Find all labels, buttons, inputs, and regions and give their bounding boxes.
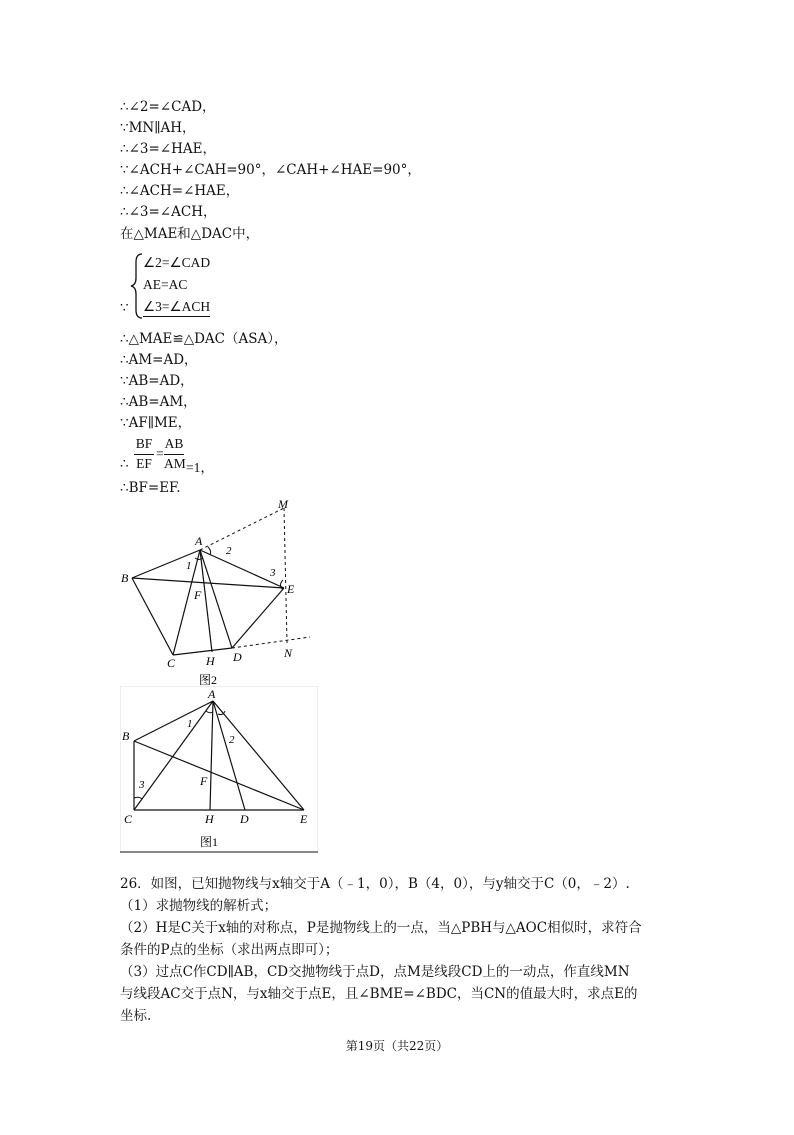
figure-1-caption: 图1: [200, 835, 219, 849]
angle-mark-3: [134, 797, 142, 799]
equation-system: [120, 250, 240, 320]
fraction-numerator-2: AB: [164, 436, 184, 451]
label-b: B: [121, 571, 129, 585]
segment-bc: [132, 578, 173, 655]
fraction-bar-1: [134, 454, 154, 455]
fraction-bf-ef: [134, 436, 154, 476]
segment-ab: [134, 701, 213, 741]
segment-ah: [200, 550, 212, 652]
dashed-dn: [232, 637, 310, 648]
proof-line-11: ∴AB=AM，: [120, 394, 197, 410]
angle-mark-1: [206, 711, 213, 713]
label-n: N: [284, 646, 293, 660]
problem-26-q3-line2: 与线段AC交于点N，与x轴交于点E，且∠BME=∠BDC，当CN的值最大时，求点E的: [120, 986, 638, 1002]
proof-line-3: ∴∠3=∠HAE，: [120, 141, 216, 157]
problem-26-q1: （1）求抛物线的解析式；: [120, 898, 278, 914]
proof-line-12: ∵AF∥ME，: [120, 415, 192, 431]
segment-de: [232, 588, 284, 648]
label-f: F: [194, 588, 202, 602]
label-h: H: [206, 654, 215, 668]
proof-line-1: ∴∠2=∠CAD，: [120, 99, 216, 115]
dashed-am: [200, 508, 284, 550]
fraction-bar-2: [164, 454, 184, 455]
proof-line-6: ∴∠3=∠ACH，: [120, 204, 217, 220]
label-f: F: [200, 774, 208, 788]
label-a: A: [208, 687, 216, 701]
label-h: H: [205, 812, 214, 826]
because-symbol: ∵: [120, 300, 129, 316]
segment-ah: [210, 701, 213, 810]
label-e: E: [300, 812, 308, 826]
label-d: D: [240, 812, 249, 826]
label-m: M: [278, 497, 288, 511]
conclusion-line: ∴BF=EF.: [120, 480, 181, 496]
label-d: D: [233, 650, 242, 664]
proof-line-2: ∵MN∥AH，: [120, 120, 196, 136]
label-e: E: [287, 582, 295, 596]
proof-line-9: ∴AM=AD，: [120, 352, 198, 368]
segment-cd: [173, 648, 232, 655]
therefore-symbol: ∴: [120, 456, 129, 471]
label-angle-2: 2: [229, 734, 235, 746]
label-angle-2: 2: [226, 545, 232, 557]
segment-ae: [213, 701, 304, 810]
problem-26-q3-line1: （3）过点C作CD∥AB，CD交抛物线于点D，点M是线段CD上的一动点，作直线MN: [120, 964, 630, 980]
figure-2-caption: 图2: [199, 673, 218, 687]
page-footer: 第19页（共22页）: [345, 1039, 449, 1053]
system-line-3: ∠3=∠ACH: [143, 298, 210, 317]
problem-26-q3-line3: 坐标.: [120, 1008, 152, 1024]
figure-1-frame: [120, 686, 318, 852]
problem-26-q2-line1: （2）H是C关于x轴的对称点，P是抛物线上的一点，当△PBH与△AOC相似时，求符合: [120, 920, 642, 936]
fraction-denominator-2: AM: [164, 456, 186, 471]
label-angle-3: 3: [270, 567, 276, 579]
label-a: A: [195, 534, 203, 548]
system-line-1: ∠2=∠CAD: [143, 255, 211, 270]
fraction-ab-am: [164, 436, 184, 476]
proof-line-7: 在△MAE和△DAC中，: [120, 226, 260, 242]
segment-ad: [200, 550, 232, 648]
figure-2: [115, 495, 325, 690]
segment-ad: [213, 701, 245, 810]
fraction-result: =1，: [186, 460, 214, 475]
proof-line-8: ∴△MAE≌△DAC（ASA），: [120, 331, 288, 347]
dashed-mn: [284, 508, 287, 643]
label-c: C: [167, 656, 176, 670]
proof-line-10: ∵AB=AD，: [120, 373, 194, 389]
label-angle-3: 3: [139, 779, 145, 791]
segment-be: [132, 578, 284, 588]
system-line-2: AE=AC: [143, 277, 188, 292]
segment-ac: [134, 701, 213, 810]
label-c: C: [124, 812, 133, 826]
label-b: B: [122, 729, 130, 743]
label-angle-1: 1: [187, 718, 193, 730]
fraction-numerator-1: BF: [135, 436, 153, 451]
figure-1: [120, 686, 318, 856]
equals-sign: =: [156, 446, 164, 461]
problem-26-q2-line2: 条件的P点的坐标（求出两点即可）；: [120, 942, 339, 958]
fraction-denominator-1: EF: [136, 456, 152, 471]
label-angle-1: 1: [186, 560, 192, 572]
proof-line-5: ∴∠ACH=∠HAE，: [120, 183, 240, 199]
problem-26-stem: 26．如图，已知抛物线与x轴交于A（﹣1，0），B（4，0），与y轴交于C（0，﹣2）.: [120, 876, 630, 892]
angle-mark-1: [195, 558, 203, 560]
proof-line-4: ∵∠ACH+∠CAH=90°，∠CAH+∠HAE=90°，: [120, 162, 421, 178]
